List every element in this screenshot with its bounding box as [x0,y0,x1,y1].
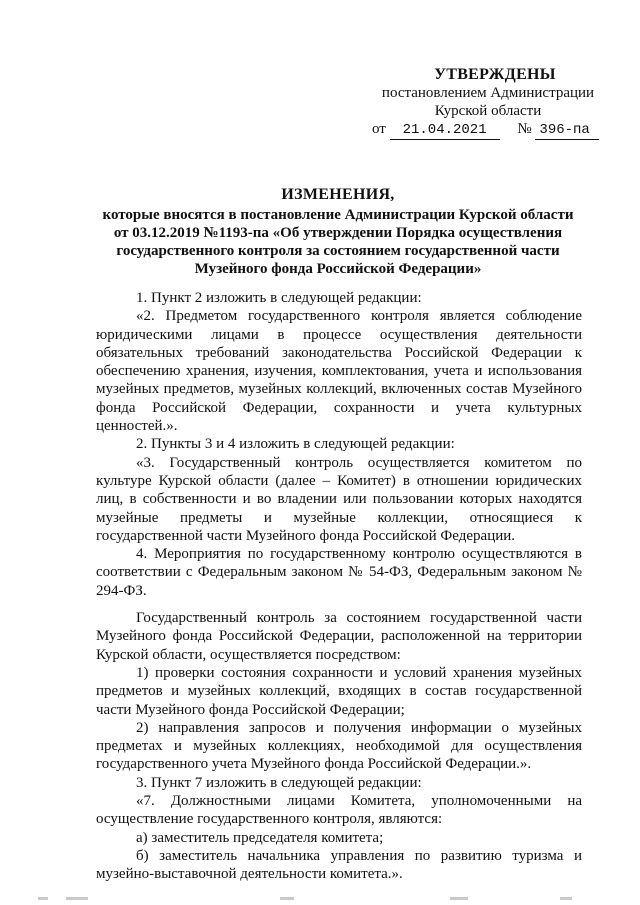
date-prefix: от [372,121,386,137]
heading-title: ИЗМЕНЕНИЯ, [281,186,395,203]
paragraph-method-1: 1) проверки состояния сохранности и условий хранения музейных предметов и музейных коллекций, входящих в состав государственной части Музейного фонда Российской Федерации; [96,664,582,718]
heading-line-3: государственного контроля за состоянием государственной части [116,243,560,259]
paragraph-item-2: 2. Пункты 3 и 4 изложить в следующей редакции: [136,436,455,453]
approval-line-1: постановлением Администрации [381,85,595,101]
paragraph-point-3-text: «3. Государственный контроль осуществляется комитетом по культуре Курской области (далее – Комитет) в отношении юридических лиц, в собственности и во владении или пользовании которых находятся музейные предметы и музейные коллекции, относящиеся к государственной части Музейного фонда Российской Федерации. [96,454,582,544]
paragraph-point-2-text: «2. Предметом государственного контроля является соблюдение юридическими лицами в процессе осуществления деятельности обязательных требований законодательства Российской Федерации к обеспечению хранения, изучения, комплектования, учета и использования музейных предметов, музейных коллекций, включенных состав Музейного фонда Российской Федерации, сохранности и учета культурных ценностей.». [96,308,582,435]
heading-line-1: которые вносятся в постановление Администрации Курской области [102,207,574,223]
paragraph-official-b: б) заместитель начальника управления по развитию туризма и музейно-выставочной деятельности комитета.». [96,847,582,883]
paragraph-official-a: а) заместитель председателя комитета; [136,829,384,846]
paragraph-method-2: 2) направления запросов и получения информации о музейных предметах и музейных коллекциях, необходимой для осуществления государственного учета Музейного фонда Российской Федерации.». [96,719,582,773]
approval-date-line [372,120,608,140]
approval-stamp [368,66,608,140]
heading-line-2: от 03.12.2019 №1193-па «Об утверждении Порядка осуществления [113,225,563,241]
scan-artifact-marks [30,897,610,903]
number-prefix: № [517,121,532,137]
paragraph-point-7-text: «7. Должностными лицами Комитета, уполномоченными на осуществление государственного контроля, являются: [96,793,582,828]
paragraph-item-3: 3. Пункт 7 изложить в следующей редакции: [136,774,422,791]
paragraph-point-4-text: 4. Мероприятия по государственному контролю осуществляются в соответствии с Федеральным законом № 54-ФЗ, Федеральным законом № 294-ФЗ. [96,546,582,599]
document-body [96,289,582,884]
paragraph-item-1: 1. Пункт 2 изложить в следующей редакции: [136,290,422,306]
approval-line-2: Курской области [434,103,542,119]
approval-number: 396-па [535,121,599,140]
approval-title: УТВЕРЖДЕНЫ [434,66,556,83]
heading-line-4: Музейного фонда Российской Федерации» [194,261,482,277]
approval-date: 21.04.2021 [390,121,500,140]
document-heading [88,186,588,278]
paragraph-control-methods: Государственный контроль за состоянием государственной части Музейного фонда Российской Федерации, расположенной на территории Курской области, осуществляется посредством: [96,610,582,663]
